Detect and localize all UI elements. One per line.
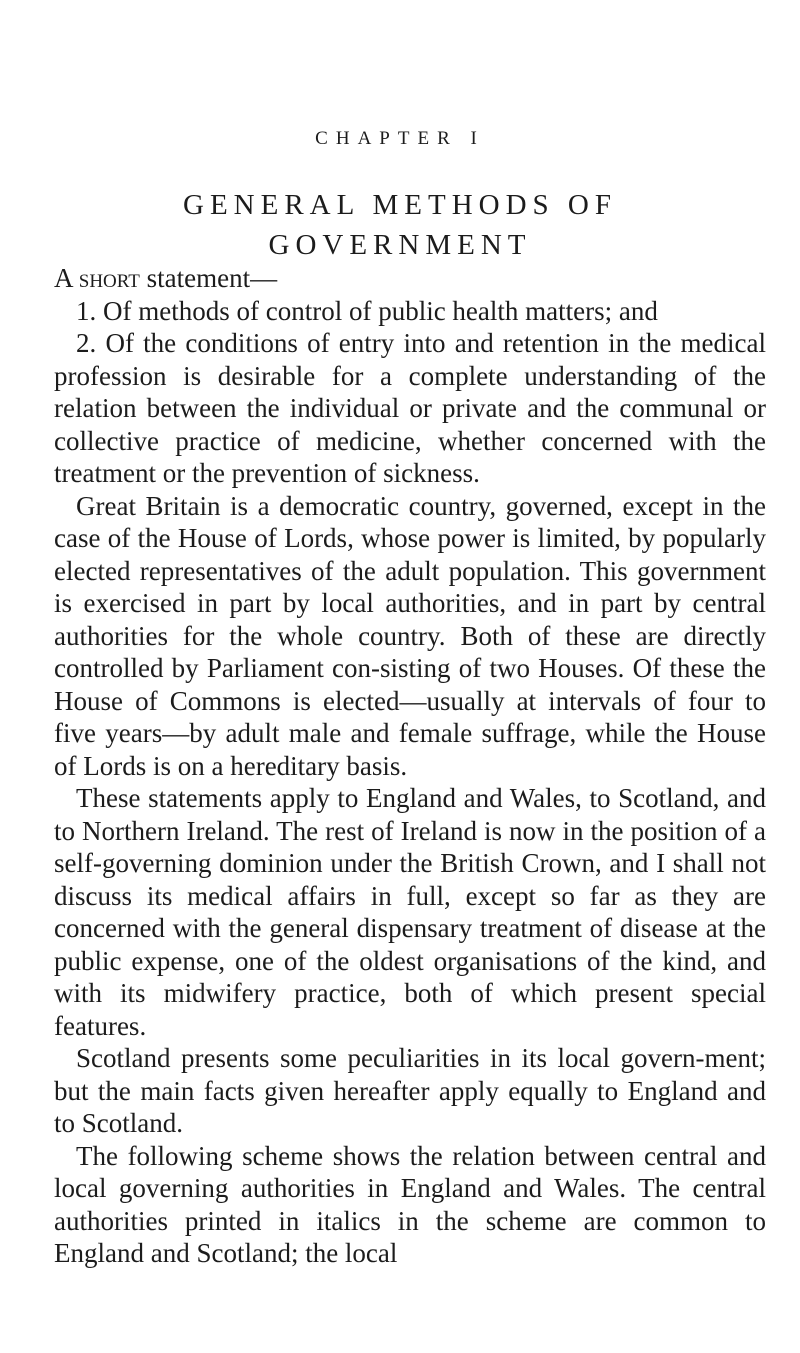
- paragraph-3: Great Britain is a democratic country, governed, except in the case of the House of Lords, whose power is limited, by popularly elected representatives of the adult population. This government is exercised in part by local authorities, and in part by central authorities for the whole country. Both of these are directly controlled by Parliament con-sisting of two Houses. Of these the House of Commons is elected—usually at intervals of four to five years—by adult male and female suffrage, while the House of Lords is on a hereditary basis.: [54, 490, 766, 781]
- paragraph-6: The following scheme shows the relation between central and local governing authorities in England and Wales. The central authorities printed in italics in the scheme are common to England and Scotland; the local: [54, 1140, 766, 1268]
- paragraph-1: 1. Of methods of control of public health matters; and: [76, 295, 658, 326]
- chapter-title-line-1: GENERAL METHODS OF: [183, 189, 617, 221]
- paragraph-2: 2. Of the conditions of entry into and retention in the medical profession is desirable for a complete understanding of the relation between the individual or private and the communal or collective practice of medicine, whether concerned with the treatment or the prevention of sickness.: [54, 328, 766, 488]
- body-text: [54, 262, 766, 1270]
- paragraph-4: These statements apply to England and Wales, to Scotland, and to Northern Ireland. The rest of Ireland is now in the position of a self-governing dominion under the British Crown, and I shall not discuss its medical affairs in full, except so far as they are concerned with the general dispensary treatment of disease at the public expense, one of the oldest organisations of the kind, and with its midwifery practice, both of which present special features.: [54, 783, 766, 1041]
- opening-line: [54, 262, 766, 295]
- opening-initial: A: [54, 263, 73, 293]
- opening-smallcaps: short: [78, 263, 140, 293]
- paragraph-5: Scotland presents some peculiarities in its local govern-ment; but the main facts given hereafter apply equally to England and to Scotland.: [54, 1043, 766, 1138]
- chapter-title: [0, 185, 800, 265]
- chapter-label: CHAPTER I: [315, 128, 485, 149]
- chapter-title-line-2: GOVERNMENT: [268, 229, 532, 261]
- opening-rest: statement—: [139, 263, 278, 293]
